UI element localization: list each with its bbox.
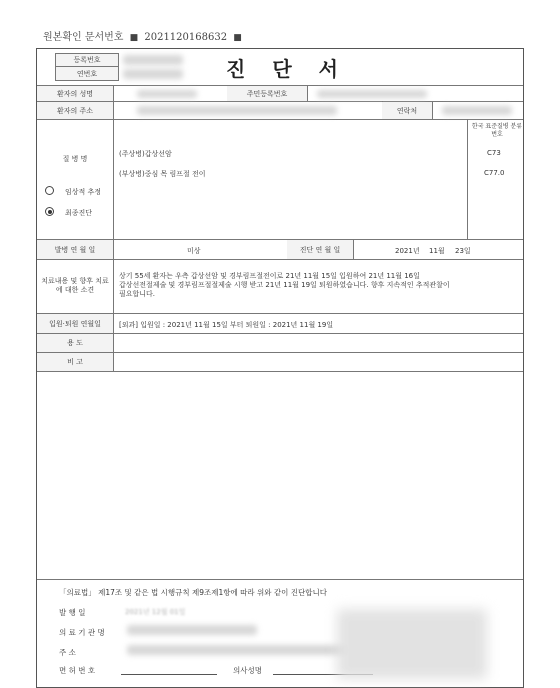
row-divider <box>37 371 523 372</box>
issue-date-label: 발 행 일 <box>59 608 86 617</box>
redacted-reg-no <box>123 55 183 65</box>
license-no-line <box>121 674 217 675</box>
diagnosis-date-year: 2021년 <box>395 247 420 255</box>
column-divider <box>113 85 114 371</box>
redacted-hospital-address <box>127 645 357 655</box>
kcd-code-label: 한국 표준질병 분류번호 <box>471 123 523 138</box>
clinical-estimate-radio[interactable] <box>45 186 54 195</box>
final-diagnosis-label: 최종진단 <box>65 209 93 217</box>
document-verification <box>43 28 245 43</box>
column-divider <box>353 239 354 259</box>
treatment-line-2: 갑상선전절제술 및 경부림프절절제술 시행 받고 21년 11월 19일 퇴원하였습니다. 향후 지속적인 추적관찰이 <box>119 281 450 289</box>
secondary-diagnosis: (부상병)중심 목 림프절 전이 <box>119 170 206 178</box>
onset-date-label: 발병 연 월 일 <box>37 240 113 259</box>
diagnosis-date-label: 진단 연 월 일 <box>287 240 353 259</box>
medical-certificate <box>36 48 524 688</box>
issue-date-value: 2021년 12월 01일 <box>125 608 186 616</box>
treatment-line-1: 상기 55세 환자는 우측 갑상선암 및 경부림프절전이로 21년 11월 15일 입원하여 21년 11월 16일 <box>119 272 420 280</box>
square-mark-icon: ■ <box>233 33 242 43</box>
seq-no-label: 연번호 <box>55 67 119 81</box>
row-divider <box>37 579 523 580</box>
doctor-name-label: 의사성명 <box>233 666 262 675</box>
diagnosis-code-2: C77.0 <box>484 169 505 177</box>
admission-value: [외과] 입원일 : 2021년 11월 15일 부터 퇴원일 : 2021년 11월 19일 <box>119 321 334 329</box>
diagnosis-code-1: C73 <box>487 149 501 157</box>
row-divider <box>37 119 523 120</box>
resident-no-label: 주민등록번호 <box>227 86 307 101</box>
diagnosis-date-day: 23일 <box>455 247 471 255</box>
redacted-contact <box>442 106 512 115</box>
redacted-hospital-name <box>127 625 257 635</box>
primary-diagnosis: (주상병)갑상선암 <box>119 150 172 158</box>
document-title: 진 단 서 <box>226 57 348 81</box>
contact-label: 연락처 <box>382 102 432 119</box>
disease-name-label: 질 병 명 <box>62 155 88 163</box>
redacted-stamp <box>337 609 487 679</box>
verification-label: 원본확인 문서번호 <box>43 32 124 43</box>
treatment-line-3: 필요합니다. <box>119 290 156 298</box>
hospital-name-label: 의 료 기 관 명 <box>59 628 105 637</box>
row-divider <box>37 259 523 260</box>
patient-address-label: 환자의 주소 <box>37 102 113 119</box>
purpose-label: 용 도 <box>37 334 113 352</box>
address-label: 주 소 <box>59 648 76 657</box>
clinical-estimate-label: 임상적 추정 <box>65 188 102 196</box>
remarks-label: 비 고 <box>37 353 113 371</box>
redacted-address <box>137 106 337 115</box>
column-divider <box>467 119 468 239</box>
column-divider <box>432 101 433 119</box>
legal-statement: 「의료법」 제17조 및 같은 법 시행규칙 제9조제1항에 따라 위와 같이 진단합니다 <box>59 588 328 597</box>
column-divider <box>307 85 308 101</box>
treatment-label: 치료내용 및 향후 치료에 대한 소견 <box>41 277 109 294</box>
diagnosis-date-month: 11월 <box>429 247 445 255</box>
redacted-patient-name <box>137 90 197 98</box>
redacted-resident-no <box>317 90 427 98</box>
redacted-seq-no <box>123 69 183 79</box>
square-mark-icon: ■ <box>129 33 139 43</box>
verification-number: 2021120168632 <box>144 32 228 43</box>
license-no-label: 면 허 번 호 <box>59 666 96 675</box>
reg-no-label: 등록번호 <box>55 53 119 67</box>
admission-label: 입원·퇴원 연월일 <box>37 314 113 333</box>
patient-name-label: 환자의 성명 <box>37 86 113 101</box>
onset-date-value: 미상 <box>187 247 201 255</box>
final-diagnosis-radio[interactable] <box>45 207 54 216</box>
